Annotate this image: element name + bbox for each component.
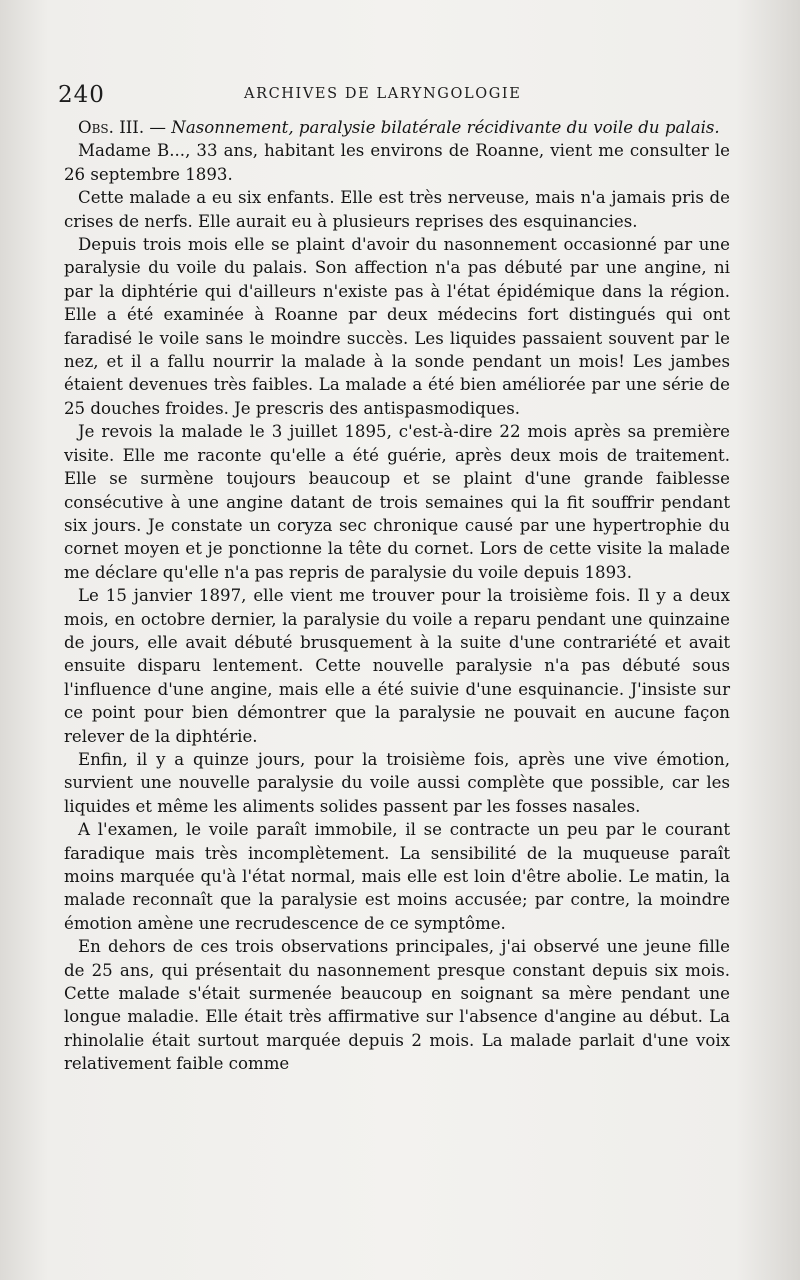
paragraph: Enfin, il y a quinze jours, pour la troisième fois, après une vive émotion, survient une nouvelle paralysie du voile aussi complète que possible, car les liquides et même les aliments solides passent par les fosses nasales. xyxy=(64,749,730,816)
paragraph: Madame B..., 33 ans, habitant les environs de Roanne, vient me consulter le 26 septembre 1893. xyxy=(64,141,730,184)
paragraph: En dehors de ces trois observations principales, j'ai observé une jeune fille de 25 ans, qui présentait du nasonnement presque constant depuis six mois. Cette malade s'était surmenée beaucoup en soignant sa mère pendant une longue maladie. Elle était très affirmative sur l'absence d'angine au début. La rhinolalie était surtout marquée depuis 2 mois. La malade parlait d'une voix relativement faible comme xyxy=(64,937,730,1074)
paragraph: Depuis trois mois elle se plaint d'avoir du nasonnement occasionné par une paralysie du voile du palais. Son affection n'a pas débuté par une angine, ni par la diphtérie qui d'ailleurs n'existe pas à l'état épidémique dans la région. Elle a été examinée à Roanne par deux médecins fort distingués qui ont faradisé le voile sans le moindre succès. Les liquides passaient souvent par le nez, et il a fallu nourrir la malade à la sonde pendant un mois! Les jambes étaient devenues très faibles. La malade a été bien améliorée par une série de 25 douches froides. Je prescris des antispasmodiques. xyxy=(64,235,730,418)
paragraph: A l'examen, le voile paraît immobile, il se contracte un peu par le courant faradique mais très incomplètement. La sensibilité de la muqueuse paraît moins marquée qu'à l'état normal, mais elle est loin d'être abolie. Le matin, la malade reconnaît que la paralysie est moins accusée; par contre, la moindre émotion amène une recrudescence de ce symptôme. xyxy=(64,820,730,933)
article-body xyxy=(64,116,730,1076)
page-header xyxy=(58,78,730,108)
paragraph: Cette malade a eu six enfants. Elle est très nerveuse, mais n'a jamais pris de crises de nerfs. Elle aurait eu à plusieurs reprises des esquinancies. xyxy=(64,188,730,231)
paragraph: Le 15 janvier 1897, elle vient me trouver pour la troisième fois. Il y a deux mois, en octobre dernier, la paralysie du voile a reparu pendant une quinzaine de jours, elle avait débuté brusquement à la suite d'une contrariété et avait ensuite disparu lentement. Cette nouvelle paralysie n'a pas débuté sous l'influence d'une angine, mais elle a été suivie d'une esquinancie. J'insiste sur ce point pour bien démontrer que la paralysie ne pouvait en aucune façon relever de la diphtérie. xyxy=(64,586,730,746)
observation-heading: Nasonnement, paralysie bilatérale récidivante du voile du palais. xyxy=(171,118,720,137)
running-title: ARCHIVES DE LARYNGOLOGIE xyxy=(244,86,522,102)
paragraph: Je revois la malade le 3 juillet 1895, c'est-à-dire 22 mois après sa première visite. Elle me raconte qu'elle a été guérie, après deux mois de traitement. Elle se surmène toujours beaucoup et se plaint d'une grande faiblesse consécutive à une angine datant de trois semaines qui la fit souffrir pendant six jours. Je constate un coryza sec chronique causé par une hypertrophie du cornet moyen et je ponctionne la tête du cornet. Lors de cette visite la malade me déclare qu'elle n'a pas repris de paralysie du voile depuis 1893. xyxy=(64,422,730,582)
observation-label: Obs. III. — xyxy=(78,118,167,137)
observation-title xyxy=(64,116,730,139)
page-number: 240 xyxy=(58,82,105,108)
